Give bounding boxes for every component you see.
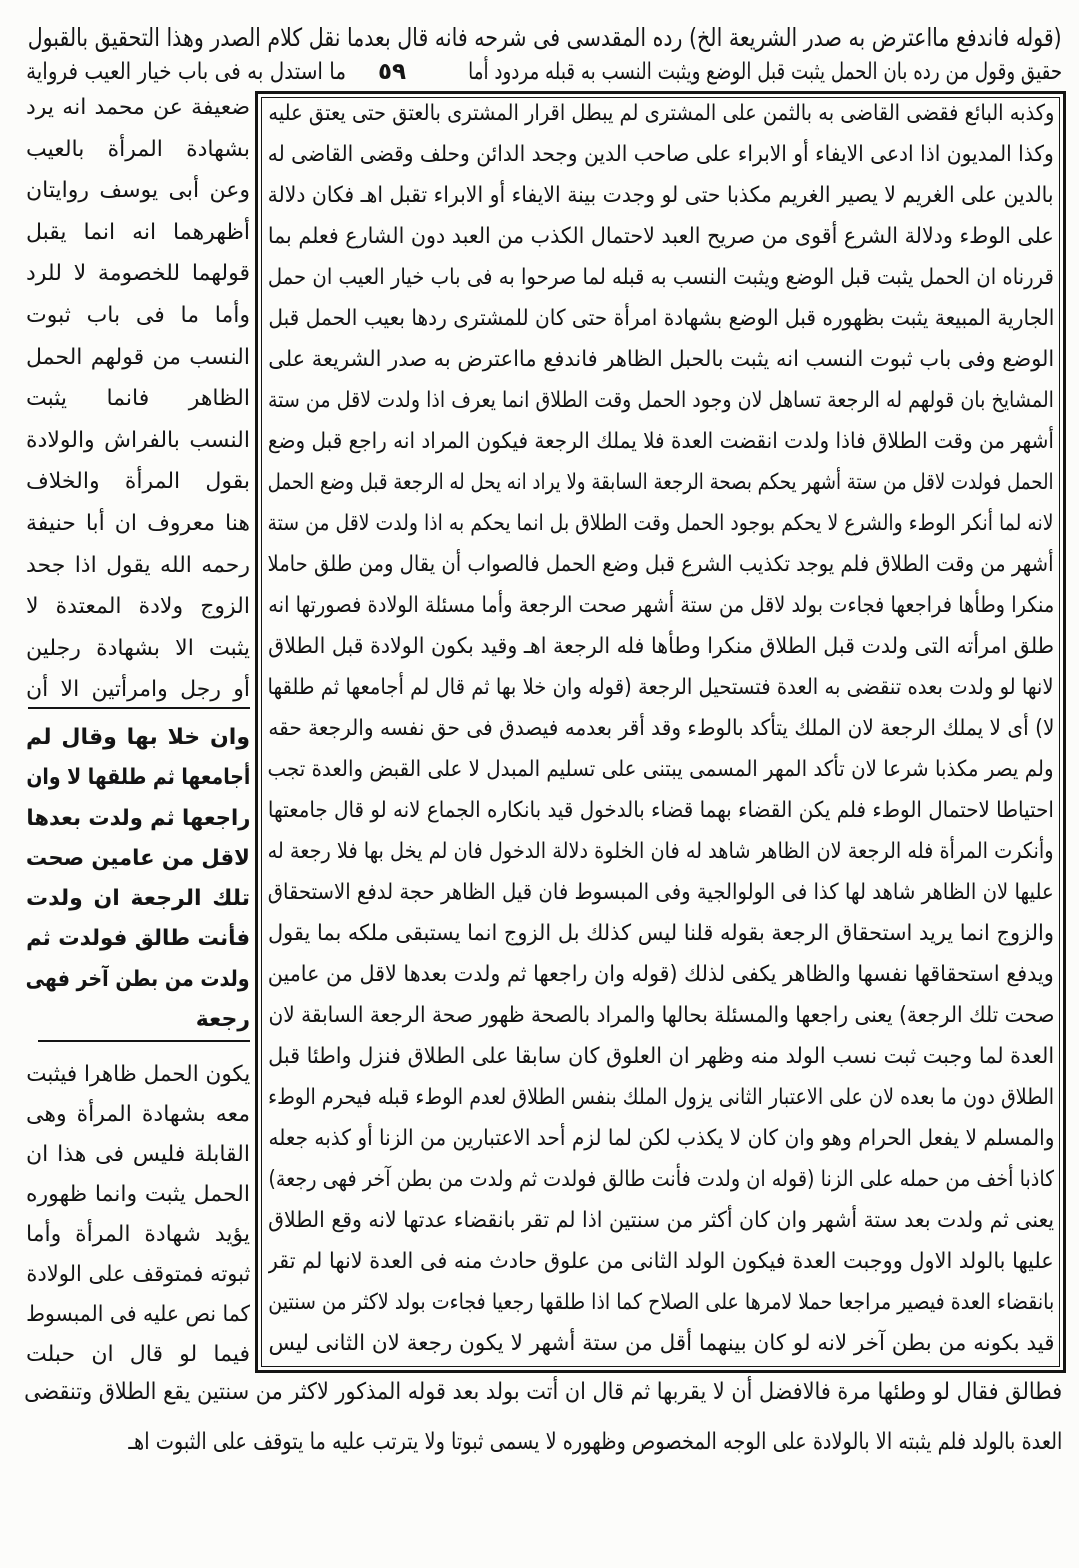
main-text-line-text: وكذبه البائع فقضى القاضى به بالثمن على المشترى لم يبطل اقرار المشترى بالعتق حتى يعتق عليه — [268, 101, 1054, 126]
main-text-line — [268, 380, 1054, 421]
header-line-text: (قوله فاندفع مااعترض به صدر الشريعة الخ) رده المقدسى فى شرحه فانه قال بعدما نقل كلام الصدر وهذا التحقيق بالقبول — [28, 23, 1062, 52]
margin-line-text: كما نص عليه فى المبسوط — [26, 1302, 250, 1327]
margin-commentary-line — [26, 337, 250, 379]
main-text-line-text: والمسلم لا يفعل الحرام وهو وان كان لا يكذب لكن لما لزم أحد الاعتبارين من الزنا أو كذبه جعله — [268, 1126, 1054, 1151]
margin-line-text: يؤيد شهادة المرأة وأما — [26, 1222, 250, 1247]
main-text-line — [268, 544, 1054, 585]
footer-line-text: فطالق فقال لو وطئها مرة فالافضل أن لا يقربها ثم قال ان أتت بولد بعد قوله المذكور لاكثر من سنتين يقع الطلاق وتنقضى — [24, 1379, 1062, 1405]
main-text-line — [268, 1159, 1054, 1200]
matn-line-text: ولدت من بطن آخر فهى — [26, 966, 250, 992]
main-text-line — [268, 503, 1054, 544]
page-number: ٥٩ — [377, 59, 407, 85]
margin-commentary-line — [26, 212, 250, 254]
margin-commentary-line — [26, 420, 250, 462]
main-text-line — [268, 216, 1054, 257]
main-text-line — [268, 298, 1054, 339]
header-line-text: حقيق وقول من رده بان الحمل يثبت قبل الوضع ويثبت النسب به قبله مردود أما — [468, 59, 1062, 85]
margin-commentary-line — [26, 1335, 250, 1375]
margin-commentary-line — [26, 586, 250, 628]
margin-line-text: قولهما للخصومة لا للرد — [26, 261, 250, 287]
main-text-line — [268, 954, 1054, 995]
margin-commentary-line — [26, 253, 250, 295]
matn-line-text: لاقل من عامين صحت — [26, 845, 250, 871]
matn-line — [26, 718, 250, 758]
margin-commentary-top — [26, 87, 250, 711]
footer-line — [24, 1372, 1062, 1412]
margin-line-text: ضعيفة عن محمد انه يرد — [26, 95, 250, 120]
main-text-line-text: عليها بالولد الاول ووجبت العدة فيكون الولد الثانى من علوق حادث منه فى العدة لانها لم تقر — [268, 1249, 1054, 1274]
running-header-line-2-left — [26, 54, 346, 90]
main-text-line-text: عليها لان الظاهر شاهد لها كذا فى الولوالجية وفى المبسوط فان قيل الظاهر حجة لدفع الاستحقاق — [268, 880, 1054, 905]
margin-commentary-line — [26, 1255, 250, 1295]
main-text-line-text: بانقضاء العدة فيصير مراجعا حملا لامرها على الصلاح كما اذا طلقها رجعيا فجاءت بولد لاكثر من سنتين — [268, 1290, 1054, 1315]
main-text-line — [268, 831, 1054, 872]
main-text-line-text: وأنكرت المرأة فله الرجعة لان الظاهر شاهد له فان الخلوة دلالة الدخول فان لم يخل بها فلا رجعة له — [268, 839, 1054, 864]
main-text-line-text: وكذا المديون اذا ادعى الايفاء أو الابراء على صاحب الدين وجحد الدائن وحلف وقضى القاضى له — [268, 142, 1054, 167]
margin-commentary-line — [26, 669, 250, 711]
running-header-line-2-right — [468, 54, 1062, 90]
main-text-line — [268, 708, 1054, 749]
main-commentary — [268, 93, 1054, 1364]
main-text-line — [268, 1282, 1054, 1323]
margin-commentary-line — [26, 461, 250, 503]
margin-line-text: الزوج ولادة المعتدة لا — [26, 594, 250, 620]
footer-line — [128, 1422, 1062, 1462]
matn-line — [26, 758, 250, 798]
main-text-line — [268, 667, 1054, 708]
main-text-line-text: لانها لو ولدت بعده تنقضى به العدة فتستحيل الرجعة (قوله وان خلا بها ثم قال لم أجامعها ثم طلقها — [268, 675, 1054, 700]
matn-line-text: رجعة — [195, 1007, 250, 1033]
main-text-line-text: أشهر من وقت الطلاق فاذا ولدت انقضت العدة فلا يملك الرجعة فيكون المراد انه راجع قبل وضع — [268, 429, 1054, 454]
matn-line — [26, 839, 250, 879]
margin-line-text: يثبت الا بشهادة رجلين — [26, 635, 250, 661]
margin-commentary-line — [26, 545, 250, 587]
margin-line-text: بشهادة المرأة بالعيب — [26, 136, 250, 162]
main-text-line — [268, 1118, 1054, 1159]
margin-commentary-line — [26, 1055, 250, 1095]
margin-line-text: بقول المرأة والخلاف — [26, 469, 250, 495]
margin-commentary-line — [26, 295, 250, 337]
main-text-line-text: الوضع وفى باب ثبوت النسب انه يثبت بالحبل الظاهر فاندفع مااعترض به صدر الشريعة على — [268, 347, 1054, 372]
main-text-line-text: يعنى ثم ولدت بعد ستة أشهر وان كان أكثر من سنتين اذا لم تقر بانقضاء عدتها لانه وقع الطلاق — [268, 1208, 1054, 1233]
main-text-line — [268, 462, 1054, 503]
main-text-line — [268, 872, 1054, 913]
margin-commentary-line — [26, 378, 250, 420]
matn-line-text: وان خلا بها وقال لم — [26, 725, 250, 750]
main-text-line — [268, 1323, 1054, 1364]
main-text-line-text: أشهر من وقت الطلاق فلم يوجد تكذيب الشرع قبل وضع الحمل فالصواب أن يقال ومن طلق حاملا — [268, 552, 1054, 577]
margin-divider-bottom — [38, 1040, 250, 1042]
matn-line-text: راجعها ثم ولدت بعدها — [26, 805, 250, 831]
margin-commentary-line — [26, 87, 250, 129]
main-text-line-text: ويدفع استحقاقها نفسها والظاهر يكفى لذلك (قوله وان راجعها ثم ولدت بعدها لاقل من عامين — [268, 962, 1054, 987]
margin-line-text: الحمل يثبت وانما ظهوره — [26, 1182, 250, 1207]
margin-commentary-line — [26, 1135, 250, 1175]
main-text-line-text: قررناه ان الحمل يثبت قبل الوضع ويثبت النسب به قبله لما صرحوا به فى باب خيار العيب ان حمل — [268, 265, 1054, 290]
margin-commentary-line — [26, 170, 250, 212]
margin-commentary-line — [26, 1215, 250, 1255]
margin-line-text: وعن أبى يوسف روايتان — [26, 178, 250, 204]
main-text-line — [268, 995, 1054, 1036]
footer-line-2 — [128, 1422, 1062, 1462]
main-text-line-text: منكرا وطأها فراجعها فجاءت بولد لاقل من ستة أشهر صحت الرجعة وأما مسئلة الولادة فصورتها انه — [268, 593, 1054, 618]
main-text-line — [268, 1077, 1054, 1118]
margin-line-text: النسب بالفراش والولادة — [26, 427, 250, 453]
matn-line — [26, 1000, 250, 1040]
margin-commentary-line — [26, 1175, 250, 1215]
main-text-line — [268, 93, 1054, 134]
header-line-text: ما استدل به فى باب خيار العيب فرواية — [26, 59, 346, 85]
main-text-line-text: لا) أى لا يملك الرجعة لان الملك يتأكد بالوطء وقد أقر بعدمه فيصدق فى حق نفسه والرجعة حقه — [268, 716, 1054, 741]
margin-line-text: يكون الحمل ظاهرا فيثبت — [26, 1062, 250, 1087]
footer-line-1 — [24, 1372, 1062, 1412]
main-text-line-text: المشايخ بان قولهم له الرجعة تساهل لان وجود الحمل وقت الطلاق انما يعرف اذا ولدت لاقل من ستة — [268, 388, 1054, 413]
margin-line-text: النسب من قولهم الحمل — [26, 344, 250, 370]
margin-line-text: هنا معروف ان أبا حنيفة — [26, 510, 250, 536]
main-text-line — [268, 1200, 1054, 1241]
main-text-line-text: العدة لما وجبت ثبت نسب الولد منه وظهر ان العلوق كان سابقا على الطلاق فنزل واطئا قبل — [268, 1044, 1054, 1069]
margin-line-text: أظهرهما انه انما يقبل — [26, 219, 250, 245]
main-text-line-text: على الوطء ودلالة الشرع أقوى من صريح العبد لاحتمال الكذب من العبد دون الشارع فعلم بما — [268, 224, 1054, 249]
margin-line-text: أو رجل وامرأتين الا أن — [26, 677, 250, 703]
main-text-line — [268, 1036, 1054, 1077]
main-text-line — [268, 175, 1054, 216]
margin-commentary-line — [26, 129, 250, 171]
header-line — [468, 54, 1062, 90]
main-text-line — [268, 421, 1054, 462]
margin-commentary-bottom — [26, 1055, 250, 1375]
main-text-line — [268, 585, 1054, 626]
main-text-line — [268, 257, 1054, 298]
matn-line — [26, 919, 250, 959]
footer-line-text: العدة بالولد فلم يثبته الا بالولادة على الوجه المخصوص وظهوره لا يسمى ثبوتا ولا يترتب عليه ما يتوقف على الثبوت اهـ — [128, 1429, 1062, 1455]
matn-line — [26, 960, 250, 1000]
margin-line-text: ثبوته فمتوقف على الولادة — [26, 1262, 250, 1287]
main-text-line-text: الحمل فولدت لاقل من ستة أشهر يحكم بصحة الرجعة السابقة ولا يراد انه يحل له الرجعة قبل وضع الحمل — [268, 470, 1054, 495]
main-text-line-text: لانه لما أنكر الوطء والشرع لا يحكم بوجود الحمل وقت الطلاق بل انما يحكم به اذا ولدت لاقل من ستة — [268, 511, 1054, 536]
main-text-line — [268, 626, 1054, 667]
margin-line-text: فيما لو قال ان حبلت — [26, 1342, 250, 1367]
margin-matn — [26, 718, 250, 1040]
margin-line-text: الظاهر فانما يثبت — [26, 386, 250, 412]
main-text-line-text: قيد بكونه من بطن آخر لانه لو كان بينهما أقل من ستة أشهر لا يكون رجعة لان الثانى ليس — [268, 1331, 1054, 1356]
main-text-line-text: طلق امرأته التى ولدت قبل الطلاق منكرا وطأها فله الرجعة اهـ وقيد بكون الولادة قبل الطلاق — [268, 634, 1054, 659]
main-text-line — [268, 790, 1054, 831]
matn-line — [26, 879, 250, 919]
margin-line-text: وأما ما فى باب ثبوت — [26, 302, 250, 328]
main-text-line-text: بالدين على الغريم لا يصير الغريم مكذبا حتى لو وجدت بينة الايفاء أو الابراء تقبل اهـ فكان دلالة — [268, 183, 1054, 208]
margin-commentary-line — [26, 628, 250, 670]
main-text-line — [268, 339, 1054, 380]
matn-line — [26, 799, 250, 839]
header-line — [28, 19, 1062, 57]
main-text-line-text: احتياطا لاحتمال الوطء فلم يكن القضاء بهما قضاء بالدخول قيد بانكاره الجماع لانه لو قال جامعتها — [268, 798, 1054, 823]
header-line — [26, 54, 346, 90]
main-text-line — [268, 1241, 1054, 1282]
margin-commentary-line — [26, 503, 250, 545]
main-text-line — [268, 134, 1054, 175]
margin-line-text: رحمه الله يقول اذا جحد — [26, 552, 250, 578]
main-text-line-text: ولم يصر مكذبا شرعا لان تأكد المهر المسمى يبتنى على تسليم المبدل لا على القبض والعدة تجب — [268, 757, 1054, 782]
margin-line-text: القابلة فليس فى هذا ان — [26, 1142, 250, 1167]
main-text-line-text: الجارية المبيعة يثبت بظهوره قبل الوضع بشهادة امرأة حتى كان للمشترى ردها بعيب الحمل قبل — [268, 306, 1054, 331]
main-text-line-text: صحت تلك الرجعة) يعنى راجعها والمسئلة بحالها والمراد بالصحة ظهور صحة الرجعة السابقة لان — [268, 1003, 1054, 1028]
margin-commentary-line — [26, 1095, 250, 1135]
main-text-line — [268, 913, 1054, 954]
matn-line-text: فأنت طالق فولدت ثم — [26, 926, 250, 952]
margin-line-text: معه بشهادة المرأة وهى — [26, 1102, 250, 1127]
main-text-line-text: الطلاق دون ما بعده لان على الاعتبار الثانى يزول الملك بنفس الطلاق لعدم الوطء قبله فيحرم الوطء — [268, 1085, 1054, 1110]
matn-line-text: أجامعها ثم طلقها لا وان — [26, 765, 250, 791]
running-header-line-1 — [28, 19, 1062, 57]
margin-commentary-line — [26, 1295, 250, 1335]
main-text-line-text: والزوج انما يريد استحقاق الرجعة بقوله قلنا ليس كذلك بل الزوج انما يستبقى ملكه بما يقول — [268, 921, 1054, 946]
matn-line-text: تلك الرجعة ان ولدت — [26, 886, 250, 912]
margin-divider-top — [28, 707, 250, 709]
main-text-line-text: كاذبا أخف من حمله على الزنا (قوله ان ولدت فأنت طالق فولدت ثم ولدت من بطن آخر فهى رجعة) — [268, 1167, 1054, 1192]
main-text-line — [268, 749, 1054, 790]
